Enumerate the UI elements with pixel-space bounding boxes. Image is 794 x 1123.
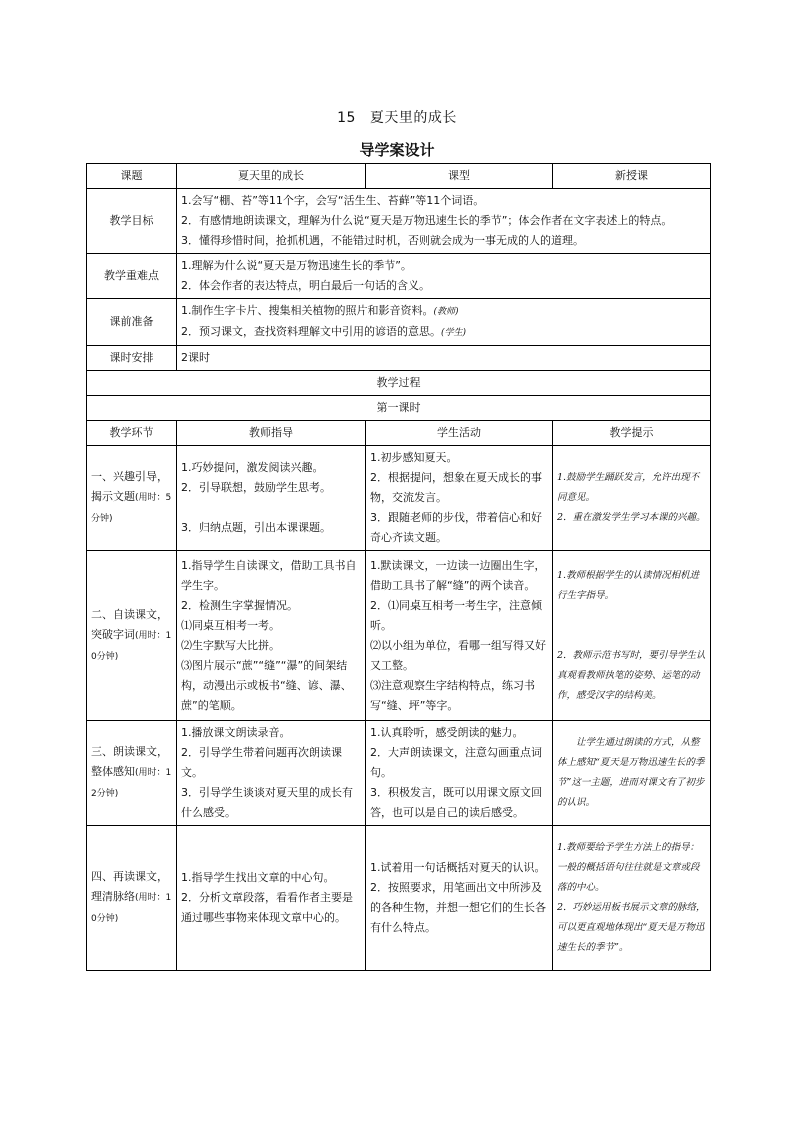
step-cell: [87, 826, 177, 971]
teacher-cell: [177, 826, 366, 971]
step-time: (用时：5分钟): [91, 493, 172, 524]
prep-item: [181, 301, 706, 322]
goals-row: [87, 189, 711, 254]
prep-text: 2．预习课文，查找资料理解文中引用的谚语的意思。: [181, 325, 441, 338]
prep-row: [87, 299, 711, 346]
column-header: 教学环节: [87, 421, 177, 446]
prep-note: (教师): [433, 307, 459, 317]
teacher-cell: [177, 551, 366, 721]
student-cell: [366, 721, 553, 826]
prep-text: 1.制作生字卡片、搜集相关植物的照片和影音资料。: [181, 304, 434, 317]
prep-content: [177, 299, 711, 346]
teacher-item: 3．归纳点题，引出本课课题。: [181, 521, 331, 534]
document-title: [0, 107, 794, 127]
goals-content: [177, 189, 711, 254]
goals-label: 教学目标: [87, 189, 177, 254]
lesson-plan-table: [86, 163, 711, 971]
step-row: [87, 446, 711, 551]
goal-item: 2．有感情地朗读课文，理解为什么说“夏天是万物迅速生长的季节”；体会作者在文字表述上的特点。: [181, 214, 673, 227]
lesson-title: 夏天里的成长: [369, 110, 457, 126]
step-time: (用时：10分钟): [91, 630, 172, 662]
teacher-item: 1.指导学生自读课文，借助工具书自学生字。: [181, 558, 357, 592]
teacher-item: 1.指导学生找出文章的中心句。: [181, 871, 335, 884]
goal-item: 3．懂得珍惜时间，抢抓机遇，不能错过时机，否则就会成为一事无成的人的道理。: [181, 234, 584, 247]
document-subtitle: 导学案设计: [359, 141, 435, 159]
key-points-label: 教学重难点: [87, 254, 177, 299]
student-item: 1.默读课文，一边读一边圈出生字，借助工具书了解“缝”的两个读音。: [370, 558, 546, 592]
student-cell: [366, 826, 553, 971]
topic-value: 夏天里的成长: [177, 164, 366, 189]
student-item: ⑵以小组为单位，看哪一组写得又好又工整。: [370, 638, 546, 672]
student-item: 2．按照要求，用笔画出文中所涉及的各种生物，并想一想它们的生长各有什么特点。: [370, 881, 546, 934]
spacer: [557, 606, 706, 626]
lesson-row: [87, 396, 711, 421]
step-cell: [87, 551, 177, 721]
step-cell: [87, 446, 177, 551]
key-point-item: 1.理解为什么说“夏天是万物迅速生长的季节”。: [181, 259, 412, 272]
column-header: 教师指导: [177, 421, 366, 446]
schedule-label: 课时安排: [87, 346, 177, 371]
step-cell: [87, 721, 177, 826]
hint-cell: [553, 551, 711, 721]
teacher-item: 1.巧妙提问，激发阅读兴趣。: [181, 461, 324, 474]
type-label: 课型: [366, 164, 553, 189]
teacher-cell: [177, 721, 366, 826]
hint-item: 1.鼓励学生踊跃发言，允许出现不同意见。: [557, 472, 700, 503]
step-time: (用时：10分钟): [91, 893, 172, 924]
column-header-row: [87, 421, 711, 446]
step-row: [87, 551, 711, 721]
teacher-item: ⑶图片展示“蔗”“缝”“瀑”的间架结构，动漫出示或板书“缝、谚、瀑、蔗”的笔顺。: [181, 658, 352, 712]
hint-item: 1.教师根据学生的认读情况相机进行生字指导。: [557, 569, 700, 601]
step-row: [87, 721, 711, 826]
goal-item: 1.会写“棚、苔”等11个字，会写“活生生、苔藓”等11个词语。: [181, 194, 485, 207]
teacher-item: 2．检测生字掌握情况。: [181, 598, 298, 612]
student-item: 2．大声朗读课文，注意勾画重点词句。: [370, 746, 542, 779]
student-item: 1.认真聆听，感受朗读的魅力。: [370, 726, 524, 739]
hint-item: 2．教师示范书写时，要引导学生认真观看教师执笔的姿势、运笔的动作，感受汉字的结构美。: [557, 649, 706, 701]
type-value: 新授课: [553, 164, 711, 189]
teacher-item: ⑴同桌互相考一考。: [181, 618, 280, 632]
hint-item: 2．重在激发学生学习本课的兴趣。: [557, 512, 706, 523]
prep-label: 课前准备: [87, 299, 177, 346]
step-title: 四、再读课文，理清脉络: [91, 870, 168, 903]
step-time: (用时：12分钟): [91, 768, 172, 799]
step-row: [87, 826, 711, 971]
column-header: 教学提示: [553, 421, 711, 446]
teacher-item: 3．引导学生谈谈对夏天里的成长有什么感受。: [181, 786, 353, 819]
step-title: 一、兴趣引导，揭示文题: [91, 470, 168, 503]
teacher-item: 2．引导联想，鼓励学生思考。: [181, 481, 331, 494]
key-points-content: [177, 254, 711, 299]
hint-cell: [553, 721, 711, 826]
schedule-row: [87, 346, 711, 371]
spacer: [181, 498, 361, 518]
column-header: 学生活动: [366, 421, 553, 446]
student-cell: [366, 446, 553, 551]
prep-note: (学生): [441, 328, 467, 338]
step-title: 二、自读课文，突破字词: [91, 607, 168, 641]
key-point-item: 2．体会作者的表达特点，明白最后一句话的含义。: [181, 279, 430, 292]
process-row: [87, 371, 711, 396]
schedule-value: 2课时: [177, 346, 711, 371]
student-item: 3．积极发言，既可以用课文原文回答，也可以是自己的读后感受。: [370, 786, 542, 819]
topic-label: 课题: [87, 164, 177, 189]
teacher-cell: [177, 446, 366, 551]
student-item: 2．根据提问，想象在夏天成长的事物，交流发言。: [370, 471, 542, 504]
hint-item: 1.教师要给予学生方法上的指导：一般的概括语句往往就是文章或段落的中心。: [557, 842, 700, 893]
student-item: 2．⑴同桌互相考一考生字，注意倾听。: [370, 598, 542, 632]
lesson-number: 15: [337, 110, 356, 126]
spacer: [557, 626, 706, 646]
process-label: 教学过程: [87, 371, 711, 396]
student-item: 3．跟随老师的步伐，带着信心和好奇心齐读文题。: [370, 511, 542, 544]
student-item: 1.试着用一句话概括对夏天的认识。: [370, 861, 546, 874]
student-cell: [366, 551, 553, 721]
prep-item: [181, 322, 706, 343]
student-item: 1.初步感知夏天。: [370, 451, 458, 464]
student-item: ⑶注意观察生字结构特点，练习书写“缝、坪”等字。: [370, 678, 535, 712]
teacher-item: 2．引导学生带着问题再次朗读课文。: [181, 746, 342, 779]
teacher-item: ⑵生字默写大比拼。: [181, 638, 280, 652]
hint-cell: [553, 446, 711, 551]
hint-item: 让学生通过朗读的方式，从整体上感知“夏天是万物迅速生长的季节”这一主题，进而对课文有了初步的认识。: [557, 737, 705, 808]
hint-cell: [553, 826, 711, 971]
key-points-row: [87, 254, 711, 299]
step-title: 三、朗读课文，整体感知: [91, 745, 168, 778]
lesson-label: 第一课时: [87, 396, 711, 421]
header-row: [87, 164, 711, 189]
teacher-item: 1.播放课文朗读录音。: [181, 726, 291, 739]
teacher-item: 2．分析文章段落，看看作者主要是通过哪些事物来体现文章中心的。: [181, 891, 353, 924]
hint-item: 2．巧妙运用板书展示文章的脉络，可以更直观地体现出“夏天是万物迅速生长的季节”。: [557, 902, 706, 953]
